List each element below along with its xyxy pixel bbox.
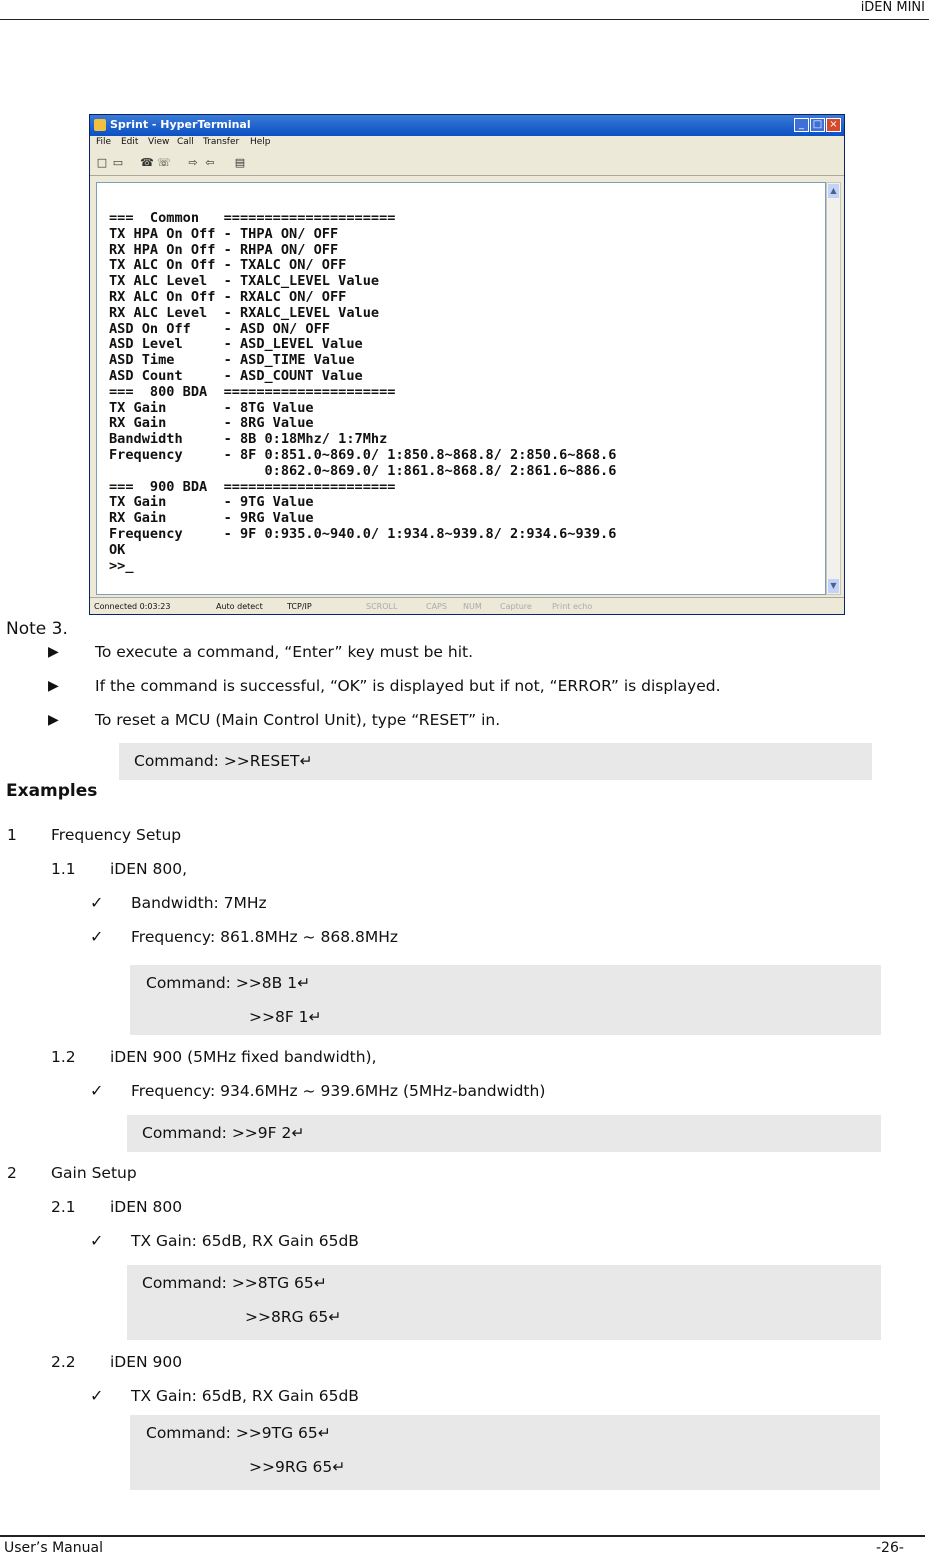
triangle-bullet-icon: ▶ [48, 712, 59, 728]
checkmark-icon: ✓ [90, 1081, 104, 1100]
terminal-line: === 900 BDA ===================== [109, 478, 396, 495]
section-1-2-title: iDEN 900 (5MHz fixed bandwidth), [110, 1048, 377, 1066]
menu-transfer: Transfer [203, 137, 240, 147]
terminal-line: ASD Count - ASD_COUNT Value [109, 367, 363, 384]
terminal-line: TX ALC On Off - TXALC ON/ OFF [109, 257, 347, 274]
terminal-line: TX ALC Level - TXALC_LEVEL Value [109, 273, 380, 290]
terminal-line: Frequency - 9F 0:935.0~940.0/ 1:934.8~939.8/ 2:934.6~939.6 [109, 525, 617, 542]
terminal-line: OK [109, 541, 126, 558]
terminal-line: Bandwidth - 8B 0:18Mhz/ 1:7Mhz [109, 431, 388, 448]
terminal-line: RX ALC Level - RXALC_LEVEL Value [109, 304, 380, 321]
reset-command: Command: >>RESET↵ [134, 752, 313, 770]
call-icon: ☎ [140, 156, 154, 169]
section-1-1-number: 1.1 [51, 860, 76, 878]
terminal-line: TX Gain - 8TG Value [109, 399, 314, 416]
window-statusbar [90, 597, 844, 615]
window-titlebar [90, 115, 844, 136]
maximize-icon: □ [810, 118, 825, 132]
footer-rule [0, 1535, 925, 1537]
status-caps: CAPS [426, 602, 447, 611]
checkmark-icon: ✓ [90, 1231, 104, 1250]
section-1-title: Frequency Setup [51, 826, 182, 844]
terminal-line: ASD Time - ASD_TIME Value [109, 352, 355, 369]
disconnect-icon: ☏ [157, 156, 171, 169]
section-1-1-item-2: Frequency: 861.8MHz ~ 868.8MHz [131, 928, 399, 946]
terminal-line: >>_ [109, 557, 134, 574]
note-bullet-1: To execute a command, “Enter” key must be hit. [95, 643, 474, 661]
minimize-icon: _ [794, 118, 809, 132]
triangle-bullet-icon: ▶ [48, 678, 59, 694]
section-2-1-title: iDEN 800 [110, 1198, 183, 1216]
checkmark-icon: ✓ [90, 893, 104, 912]
menu-view: View [148, 137, 170, 147]
status-detect: Auto detect [216, 602, 263, 611]
command-9f: Command: >>9F 2↵ [142, 1124, 305, 1142]
section-2-2-title: iDEN 900 [110, 1353, 183, 1371]
open-folder-icon: ▭ [112, 156, 124, 169]
properties-icon: ▤ [234, 156, 246, 169]
section-2-1-item-1: TX Gain: 65dB, RX Gain 65dB [131, 1232, 359, 1250]
hyperterminal-app-icon [94, 119, 106, 131]
window-menubar [90, 136, 844, 151]
terminal-line: ASD Level - ASD_LEVEL Value [109, 336, 363, 353]
note-title: Note 3. [6, 619, 68, 639]
hyperterminal-window [89, 114, 845, 615]
terminal-line: TX HPA On Off - THPA ON/ OFF [109, 225, 339, 242]
command-9tg: Command: >>9TG 65↵ [146, 1424, 331, 1442]
menu-call: Call [177, 137, 194, 147]
section-1-2-item-1: Frequency: 934.6MHz ~ 939.6MHz (5MHz-bandwidth) [131, 1082, 546, 1100]
terminal-line: RX Gain - 9RG Value [109, 510, 314, 527]
examples-heading: Examples [6, 781, 98, 801]
footer-page-number: -26- [876, 1540, 904, 1556]
status-print-echo: Print echo [552, 602, 593, 611]
checkmark-icon: ✓ [90, 1386, 104, 1405]
section-1-2-number: 1.2 [51, 1048, 76, 1066]
status-protocol: TCP/IP [287, 602, 312, 611]
terminal-line: RX Gain - 8RG Value [109, 415, 314, 432]
command-8tg: Command: >>8TG 65↵ [142, 1274, 327, 1292]
terminal-line: === 800 BDA ===================== [109, 383, 396, 400]
section-1-1-item-1: Bandwidth: 7MHz [131, 894, 267, 912]
terminal-line: RX ALC On Off - RXALC ON/ OFF [109, 288, 347, 305]
command-8rg: >>8RG 65↵ [245, 1308, 342, 1326]
scroll-down-icon: ▼ [828, 579, 839, 593]
section-2-1-number: 2.1 [51, 1198, 76, 1216]
note-bullet-2: If the command is successful, “OK” is displayed but if not, “ERROR” is displayed. [95, 677, 721, 695]
menu-help: Help [250, 137, 271, 147]
menu-file: File [96, 137, 112, 147]
status-num: NUM [463, 602, 482, 611]
header-rule [0, 19, 929, 20]
terminal-line: ASD On Off - ASD ON/ OFF [109, 320, 330, 337]
close-icon: × [826, 118, 841, 132]
terminal-screen [96, 182, 826, 595]
terminal-line: RX HPA On Off - RHPA ON/ OFF [109, 241, 339, 258]
section-2-number: 2 [7, 1164, 17, 1182]
status-capture: Capture [500, 602, 532, 611]
header-title: iDEN MINI [860, 0, 925, 15]
command-8f: >>8F 1↵ [249, 1008, 322, 1026]
section-1-number: 1 [7, 826, 17, 844]
note-bullet-3: To reset a MCU (Main Control Unit), type “RESET” in. [95, 711, 501, 729]
command-9rg: >>9RG 65↵ [249, 1458, 346, 1476]
terminal-scrollbar [826, 182, 841, 595]
scroll-up-icon: ▲ [828, 184, 839, 198]
send-icon: ⇨ [188, 156, 198, 169]
receive-icon: ⇦ [205, 156, 215, 169]
terminal-line: TX Gain - 9TG Value [109, 494, 314, 511]
window-title: Sprint - HyperTerminal [110, 118, 251, 131]
new-document-icon: □ [96, 156, 108, 169]
footer-manual-label: User’s Manual [4, 1540, 103, 1556]
section-2-2-number: 2.2 [51, 1353, 76, 1371]
section-2-title: Gain Setup [51, 1164, 137, 1182]
terminal-line: === Common ===================== [109, 210, 396, 226]
window-toolbar [90, 151, 844, 176]
terminal-line: 0:862.0~869.0/ 1:861.8~868.8/ 2:861.6~886.6 [109, 462, 617, 479]
section-1-1-title: iDEN 800, [110, 860, 188, 878]
checkmark-icon: ✓ [90, 927, 104, 946]
status-connected: Connected 0:03:23 [94, 602, 171, 611]
terminal-text [109, 211, 616, 574]
section-2-2-item-1: TX Gain: 65dB, RX Gain 65dB [131, 1387, 359, 1405]
command-8b: Command: >>8B 1↵ [146, 974, 311, 992]
menu-edit: Edit [121, 137, 139, 147]
triangle-bullet-icon: ▶ [48, 644, 59, 660]
terminal-line: Frequency - 8F 0:851.0~869.0/ 1:850.8~868.8/ 2:850.6~868.6 [109, 446, 617, 463]
status-scroll: SCROLL [366, 602, 398, 611]
